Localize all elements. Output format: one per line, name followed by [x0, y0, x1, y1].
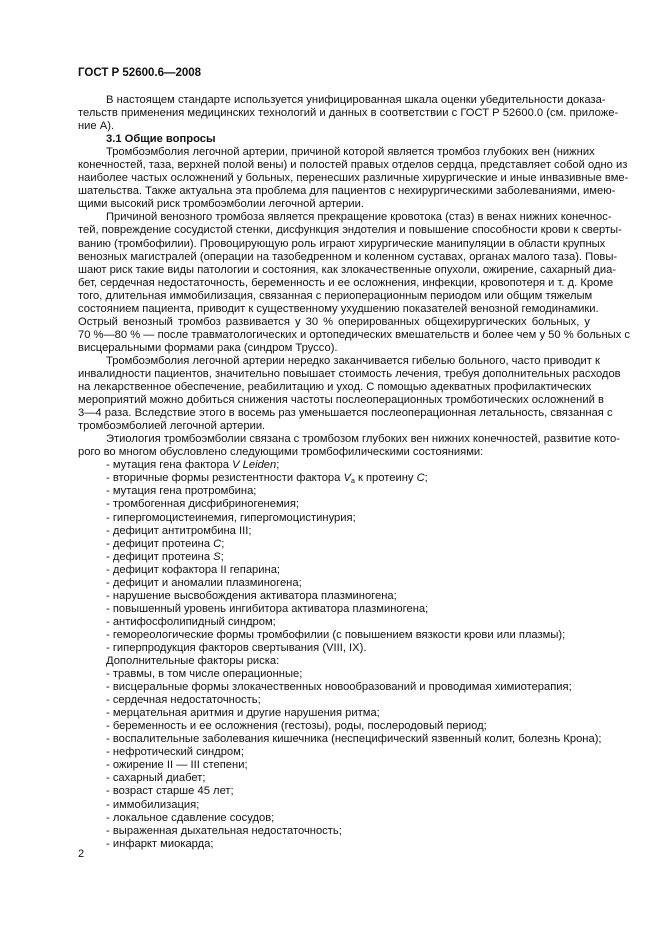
additional-risk-label: Дополнительные факторы риска:: [106, 655, 280, 668]
list-item: - нефротический синдром;: [106, 746, 244, 759]
paragraph-line: инвалидности пациентов, значительно повышает стоимость лечения, требуя дополнительных расходов: [78, 367, 621, 380]
list-item: - ожирение II — III степени;: [106, 759, 248, 772]
page-number: 2: [78, 848, 85, 860]
paragraph-line: венозных магистралей (операции на тазобедренном и коленном суставах, органах малого таза). Повы-: [78, 250, 618, 263]
additional-risk-factors-list: [78, 668, 602, 851]
paragraph-line: В настоящем стандарте используется унифицированная шкала оценки убедительности доказа-: [106, 94, 606, 106]
paragraph-line: тромбоэмболией легочной артерии.: [78, 420, 266, 433]
paragraph-line: наиболее частых осложнений у больных, перенесших различные хирургические и иные инвазивные вме-: [78, 172, 629, 185]
paragraph-line: 3—4 раза. Вследствие этого в восемь раз уменьшается послеоперационная летальность, связанная с: [78, 407, 613, 420]
list-item: - повышенный уровень ингибитора активатора плазминогена;: [106, 602, 429, 615]
paragraph-line: Острый венозный тромбоз развивается у 30 % оперированных общехирургических больных, у: [78, 315, 590, 328]
paragraph-line: Причиной венозного тромбоза является прекращение кровотока (стаз) в венах нижних конечнос-: [106, 211, 612, 224]
paragraph-line: рого во многом обусловлено следующими тромбофилическими состояниями:: [78, 446, 484, 459]
paragraph-line: ние А).: [78, 120, 115, 133]
paragraph-line: того, длительная иммобилизация, связанная с периоперационным периодом или общим тяжелым: [78, 289, 593, 302]
paragraph-line: тельств применения медицинских технологий и данных в соответствии с ГОСТ Р 52600.0 (см. приложе-: [78, 107, 619, 120]
list-item: - дефицит протеина C;: [106, 537, 225, 550]
paragraph-line: состоянием пациента, приводит к существенному ухудшению показателей венозной гемодинамики.: [78, 302, 599, 315]
paragraph-line: Тромбоэмболия легочной артерии, причиной которой является тромбоз глубоких вен (нижних: [106, 146, 595, 159]
section-heading: 3.1 Общие вопросы: [106, 133, 216, 146]
list-item: - беременность и ее осложнения (гестозы), роды, послеродовый период;: [106, 720, 487, 733]
list-item: - гиперпродукция факторов свертывания (VIII, IX).: [106, 641, 367, 654]
list-item: - дефицит антитромбина III;: [106, 524, 252, 537]
list-item: - тромбогенная дисфибриногенемия;: [106, 498, 300, 511]
paragraph-line: висцеральными формами рака (синдром Труссо).: [78, 341, 338, 354]
list-item: - травмы, в том числе операционные;: [106, 668, 303, 681]
list-item: - возраст старше 45 лет;: [106, 785, 234, 798]
paragraph-line: шают риск такие виды патологии и состояния, как злокачественные опухоли, ожирение, сахарный диа-: [78, 263, 617, 276]
list-item: - инфаркт миокарда;: [106, 837, 214, 850]
paragraph-line: щими высокий риск тромбоэмболии легочной артерии.: [78, 198, 364, 211]
list-item: - антифосфолипидный синдром;: [106, 615, 276, 628]
paragraph-line: ванию (тромбофилии). Провоцирующую роль играют хирургические манипуляции в области крупных: [78, 237, 606, 250]
list-item: - гипергомоцистеинемия, гипергомоцистинурия;: [106, 511, 356, 524]
paragraph-line: шательства. Также актуальна эта проблема для пациентов с нехирургическими заболеваниями, имею-: [78, 185, 616, 198]
paragraph-line: мероприятий можно добиться снижения частоты послеоперационных тромботических осложнений в: [78, 394, 604, 407]
document-header: ГОСТ Р 52600.6—2008: [78, 67, 202, 79]
list-item: - локальное сдавление сосудов;: [106, 811, 275, 824]
paragraph-line: тей, повреждение сосудистой стенки, дисфункция эндотелия и повышение способности крови к сверты-: [78, 224, 622, 237]
document-body: [78, 94, 631, 851]
paragraph-line: Тромбоэмболия легочной артерии нередко заканчивается гибелью больного, часто приводит к: [106, 354, 600, 367]
list-item: - гемореологические формы тромбофилии (с повышением вязкости крови или плазмы);: [106, 628, 566, 641]
paragraph-line: 70 %—80 % — после травматологических и ортопедических вмешательств и более чем у 50 % больных с: [78, 328, 631, 341]
paragraph-line: бет, сердечная недостаточность, беременность и ее осложнения, инфекции, кровопотеря и т. д. Кроме: [78, 276, 614, 289]
list-item: - вторичные формы резистентности фактора $V_a$ к протеину C;: [106, 472, 428, 486]
list-item: - мерцательная аритмия и другие нарушения ритма;: [106, 707, 380, 720]
list-item: - мутация гена протромбина;: [106, 485, 257, 498]
list-item: - мутация гена фактора V Leiden;: [106, 459, 280, 472]
paragraph-line: на лекарственное обеспечение, реабилитацию и уход. С помощью адекватных профилактических: [78, 381, 592, 394]
list-item: - сердечная недостаточность;: [106, 694, 261, 707]
paragraph-line: Этиология тромбоэмболии связана с тромбозом глубоких вен нижних конечностей, развитие кото-: [106, 433, 620, 446]
list-item: - сахарный диабет;: [106, 772, 206, 785]
list-item: - дефицит и аномалии плазминогена;: [106, 576, 302, 589]
list-item: - нарушение высвобождения активатора плазминогена;: [106, 589, 397, 602]
list-item: - дефицит кофактора II гепарина;: [106, 563, 281, 576]
list-item: - иммобилизация;: [106, 798, 200, 811]
list-item: - дефицит протеина S;: [106, 550, 224, 563]
thrombophilic-states-list: [78, 459, 590, 655]
list-item: - воспалительные заболевания кишечника (неспецифический язвенный колит, болезнь Крона);: [106, 733, 602, 746]
list-item: - висцеральные формы злокачественных новообразований и проводимая химиотерапия;: [106, 681, 572, 694]
paragraph-line: конечностей, таза, верхней полой вены) и полостей правых отделов сердца, представляет собой одно из: [78, 159, 628, 172]
list-item: - выраженная дыхательная недостаточность;: [106, 824, 342, 837]
